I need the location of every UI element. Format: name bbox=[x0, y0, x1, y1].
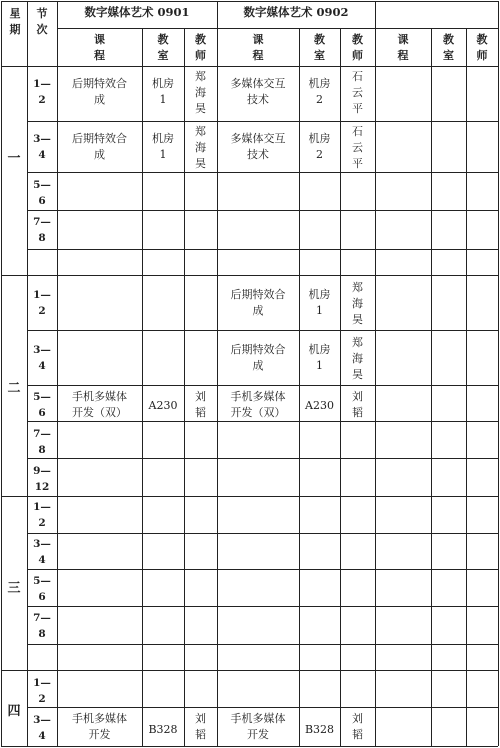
course-cell: 手机多媒体 开发 bbox=[230, 712, 286, 741]
class-0902-title: 数字媒体艺术 0902 bbox=[243, 5, 349, 19]
course-cell: 后期特效合 成 bbox=[72, 132, 127, 161]
grid-rule bbox=[27, 249, 498, 250]
room-cell: A230 bbox=[148, 399, 178, 412]
room-cell: 机房 1 bbox=[308, 343, 331, 372]
period-label: 9— 12 bbox=[33, 465, 51, 493]
weekday-header: 星 期 bbox=[9, 7, 21, 36]
grid-rule bbox=[1, 1, 498, 2]
teacher-cell: 郑 海 昊 bbox=[352, 336, 363, 381]
grid-rule bbox=[299, 28, 300, 746]
period-label: 1— 2 bbox=[33, 78, 51, 106]
grid-rule bbox=[27, 121, 498, 122]
grid-rule bbox=[184, 28, 185, 746]
teacher-cell: 郑 海 昊 bbox=[195, 125, 206, 170]
grid-rule bbox=[27, 385, 498, 386]
grid-rule bbox=[27, 707, 498, 708]
teacher-subheader: 教 师 bbox=[476, 33, 488, 62]
grid-rule bbox=[27, 330, 498, 331]
teacher-cell: 郑 海 昊 bbox=[195, 70, 206, 115]
course-subheader: 课 程 bbox=[397, 33, 409, 62]
course-cell: 手机多媒体 开发 bbox=[72, 712, 127, 741]
grid-rule bbox=[217, 1, 218, 746]
room-cell: 机房 2 bbox=[308, 77, 331, 106]
room-cell: 机房 1 bbox=[152, 77, 174, 106]
grid-rule bbox=[1, 746, 498, 747]
grid-rule bbox=[27, 421, 498, 422]
teacher-cell: 郑 海 昊 bbox=[352, 281, 363, 326]
period-label: 3— 4 bbox=[33, 133, 51, 161]
grid-rule bbox=[431, 28, 432, 746]
grid-rule bbox=[27, 644, 498, 645]
course-subheader: 课 程 bbox=[94, 33, 105, 62]
grid-rule bbox=[27, 606, 498, 607]
room-subheader: 教 室 bbox=[314, 33, 325, 62]
teacher-cell: 刘 韬 bbox=[352, 712, 363, 741]
grid-rule bbox=[27, 172, 498, 173]
course-cell: 手机多媒体 开发（双） bbox=[230, 390, 286, 419]
day-label-tue: 二 bbox=[7, 381, 21, 396]
period-label: 5— 6 bbox=[33, 575, 51, 603]
grid-rule bbox=[375, 1, 376, 746]
grid-rule bbox=[27, 569, 498, 570]
room-cell: B328 bbox=[148, 723, 178, 736]
period-label: 1— 2 bbox=[33, 501, 51, 529]
room-cell: A230 bbox=[305, 399, 334, 412]
period-label: 7— 8 bbox=[33, 612, 51, 640]
day-label-mon: 一 bbox=[7, 151, 21, 166]
day-label-thu: 四 bbox=[7, 704, 21, 719]
period-label: 1— 2 bbox=[33, 289, 51, 317]
grid-rule bbox=[1, 496, 498, 497]
grid-rule bbox=[340, 28, 341, 746]
course-cell: 手机多媒体 开发（双） bbox=[72, 390, 127, 419]
room-subheader: 教 室 bbox=[157, 33, 169, 62]
room-cell: B328 bbox=[304, 723, 335, 736]
teacher-cell: 刘 韬 bbox=[195, 390, 206, 419]
course-cell: 后期特效合 成 bbox=[72, 77, 127, 106]
grid-rule bbox=[1, 275, 498, 276]
period-label: 3— 4 bbox=[33, 344, 51, 372]
day-label-wed: 三 bbox=[7, 581, 21, 596]
room-cell: 机房 1 bbox=[308, 288, 331, 317]
grid-rule bbox=[27, 533, 498, 534]
course-cell: 后期特效合 成 bbox=[230, 343, 286, 372]
period-header: 节 次 bbox=[36, 7, 48, 36]
grid-rule bbox=[1, 66, 498, 67]
grid-rule bbox=[1, 670, 498, 671]
period-label: 3— 4 bbox=[33, 538, 51, 566]
class-0901-title: 数字媒体艺术 0901 bbox=[84, 5, 190, 19]
period-label: 3— 4 bbox=[33, 714, 51, 742]
room-cell: 机房 2 bbox=[308, 132, 331, 161]
grid-rule bbox=[498, 1, 499, 746]
period-label: 7— 8 bbox=[33, 216, 51, 244]
teacher-cell: 刘 韬 bbox=[352, 390, 363, 419]
teacher-subheader: 教 师 bbox=[352, 33, 363, 62]
grid-rule bbox=[466, 28, 467, 746]
teacher-cell: 刘 韬 bbox=[195, 712, 206, 741]
period-label: 1— 2 bbox=[33, 677, 51, 705]
teacher-cell: 石 云 平 bbox=[352, 70, 363, 115]
grid-rule bbox=[27, 458, 498, 459]
grid-rule bbox=[27, 1, 28, 746]
period-label: 7— 8 bbox=[33, 428, 51, 456]
teacher-subheader: 教 师 bbox=[195, 33, 206, 62]
grid-rule bbox=[1, 1, 2, 746]
period-label: 5— 6 bbox=[33, 391, 51, 419]
room-subheader: 教 室 bbox=[443, 33, 454, 62]
grid-rule bbox=[57, 1, 58, 746]
course-subheader: 课 程 bbox=[252, 33, 264, 62]
course-cell: 后期特效合 成 bbox=[230, 288, 286, 317]
course-cell: 多媒体交互 技术 bbox=[230, 132, 286, 161]
period-label: 5— 6 bbox=[33, 179, 51, 207]
room-cell: 机房 1 bbox=[152, 132, 174, 161]
class-3-title bbox=[375, 4, 498, 24]
course-cell: 多媒体交互 技术 bbox=[230, 77, 286, 106]
grid-rule bbox=[27, 210, 498, 211]
teacher-cell: 石 云 平 bbox=[352, 125, 363, 170]
grid-rule bbox=[142, 28, 143, 746]
